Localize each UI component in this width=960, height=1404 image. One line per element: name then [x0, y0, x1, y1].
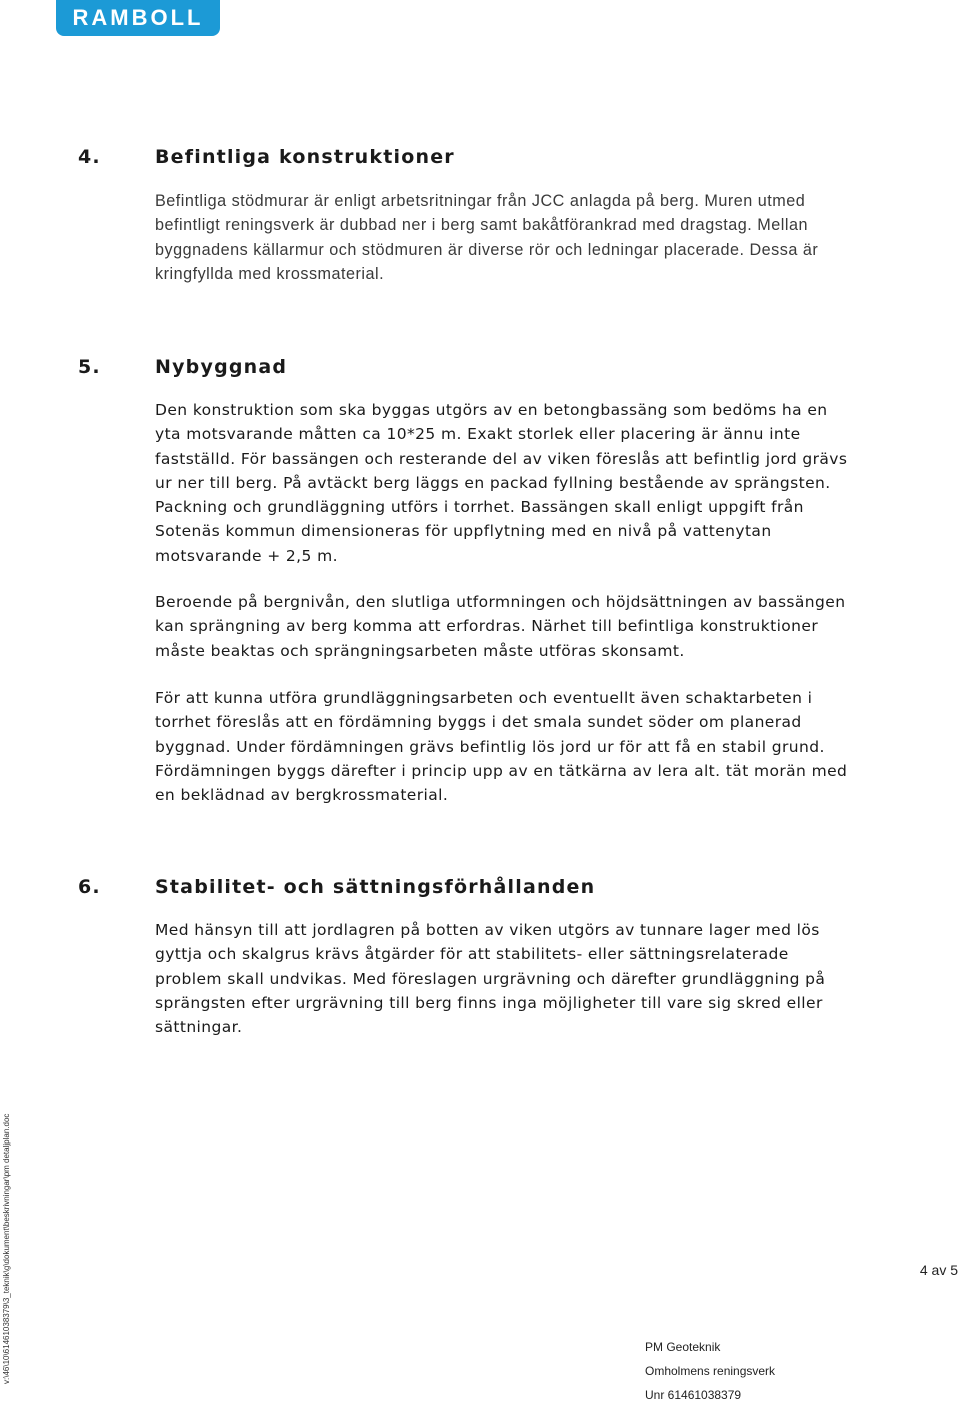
section-5-paragraph-2: Beroende på bergnivån, den slutliga utformningen och höjdsättningen av bassängen kan sprängning av berg komma att erfordras. Närhet till befintliga konstruktioner måste beaktas och sprängningsarbeten måste utföras skonsamt.: [155, 593, 846, 660]
section-6-paragraph-1: Med hänsyn till att jordlagren på botten av viken utgörs av tunnare lager med lös gyttja och skalgrus krävs åtgärder för att stabilitets- eller sättningsrelaterade problem skall undvikas. Med föreslagen urgrävning och därefter grundläggning på sprängsten efter urgrävning till berg finns inga möjligheter till vare sig skred eller sättningar.: [155, 921, 826, 1037]
section-5-heading: [78, 356, 287, 378]
section-title: Stabilitet- och sättningsförhållanden: [155, 876, 596, 898]
section-title: Nybyggnad: [155, 356, 288, 378]
footer-project: Omholmens reningsverk: [645, 1364, 776, 1378]
section-number: 6.: [78, 876, 101, 898]
section-5-paragraph-3: För att kunna utföra grundläggningsarbeten och eventuellt även schaktarbeten i torrhet föreslås att en fördämning byggs i det smala sundet söder om planerad byggnad. Under fördämningen grävs befintlig lös jord ur för att få en stabil grund. Fördämningen byggs därefter i princip upp av en tätkärna av lera alt. tät morän med en beklädnad av bergkrossmaterial.: [155, 689, 848, 805]
section-number: 4.: [78, 146, 101, 168]
section-4-paragraph-1: Befintliga stödmurar är enligt arbetsritningar från JCC anlagda på berg. Muren utmed befintligt reningsverk är dubbad ner i berg samt bakåtförankrad med dragstag. Mellan byggnadens källarmur och stödmuren är diverse rör och ledningar placerade. Dessa är kringfyllda med krossmaterial.: [155, 192, 819, 283]
page-number: 4 av 5: [919, 1262, 958, 1278]
section-number: 5.: [78, 356, 101, 378]
footer-doc-type: PM Geoteknik: [645, 1340, 721, 1354]
section-6-heading: [78, 876, 595, 898]
footer-unr: Unr 61461038379: [645, 1388, 742, 1402]
ramboll-logo: [56, 0, 220, 36]
logo-text: RAMBOLL: [72, 5, 204, 30]
section-title: Befintliga konstruktioner: [155, 146, 455, 168]
section-4-heading: [78, 146, 455, 168]
document-file-path: v:\46\10\61461038379\3_teknik\g\dokument\beskrivningar\pm detaljplan.doc: [2, 1113, 11, 1384]
section-5-paragraph-1: Den konstruktion som ska byggas utgörs av en betongbassäng som bedöms ha en yta motsvarande måtten ca 10*25 m. Exakt storlek eller placering är ännu inte fastställd. För bassängen och resterande del av viken föreslås att befintlig jord grävs ur ner till berg. På avtäckt berg läggs en packad fyllning bestående av sprängsten. Packning och grundläggning utförs i torrhet. Bassängen skall enligt uppgift från Sotenäs kommun dimensioneras för uppflytning med en nivå på vattenytan motsvarande + 2,5 m.: [155, 401, 848, 565]
